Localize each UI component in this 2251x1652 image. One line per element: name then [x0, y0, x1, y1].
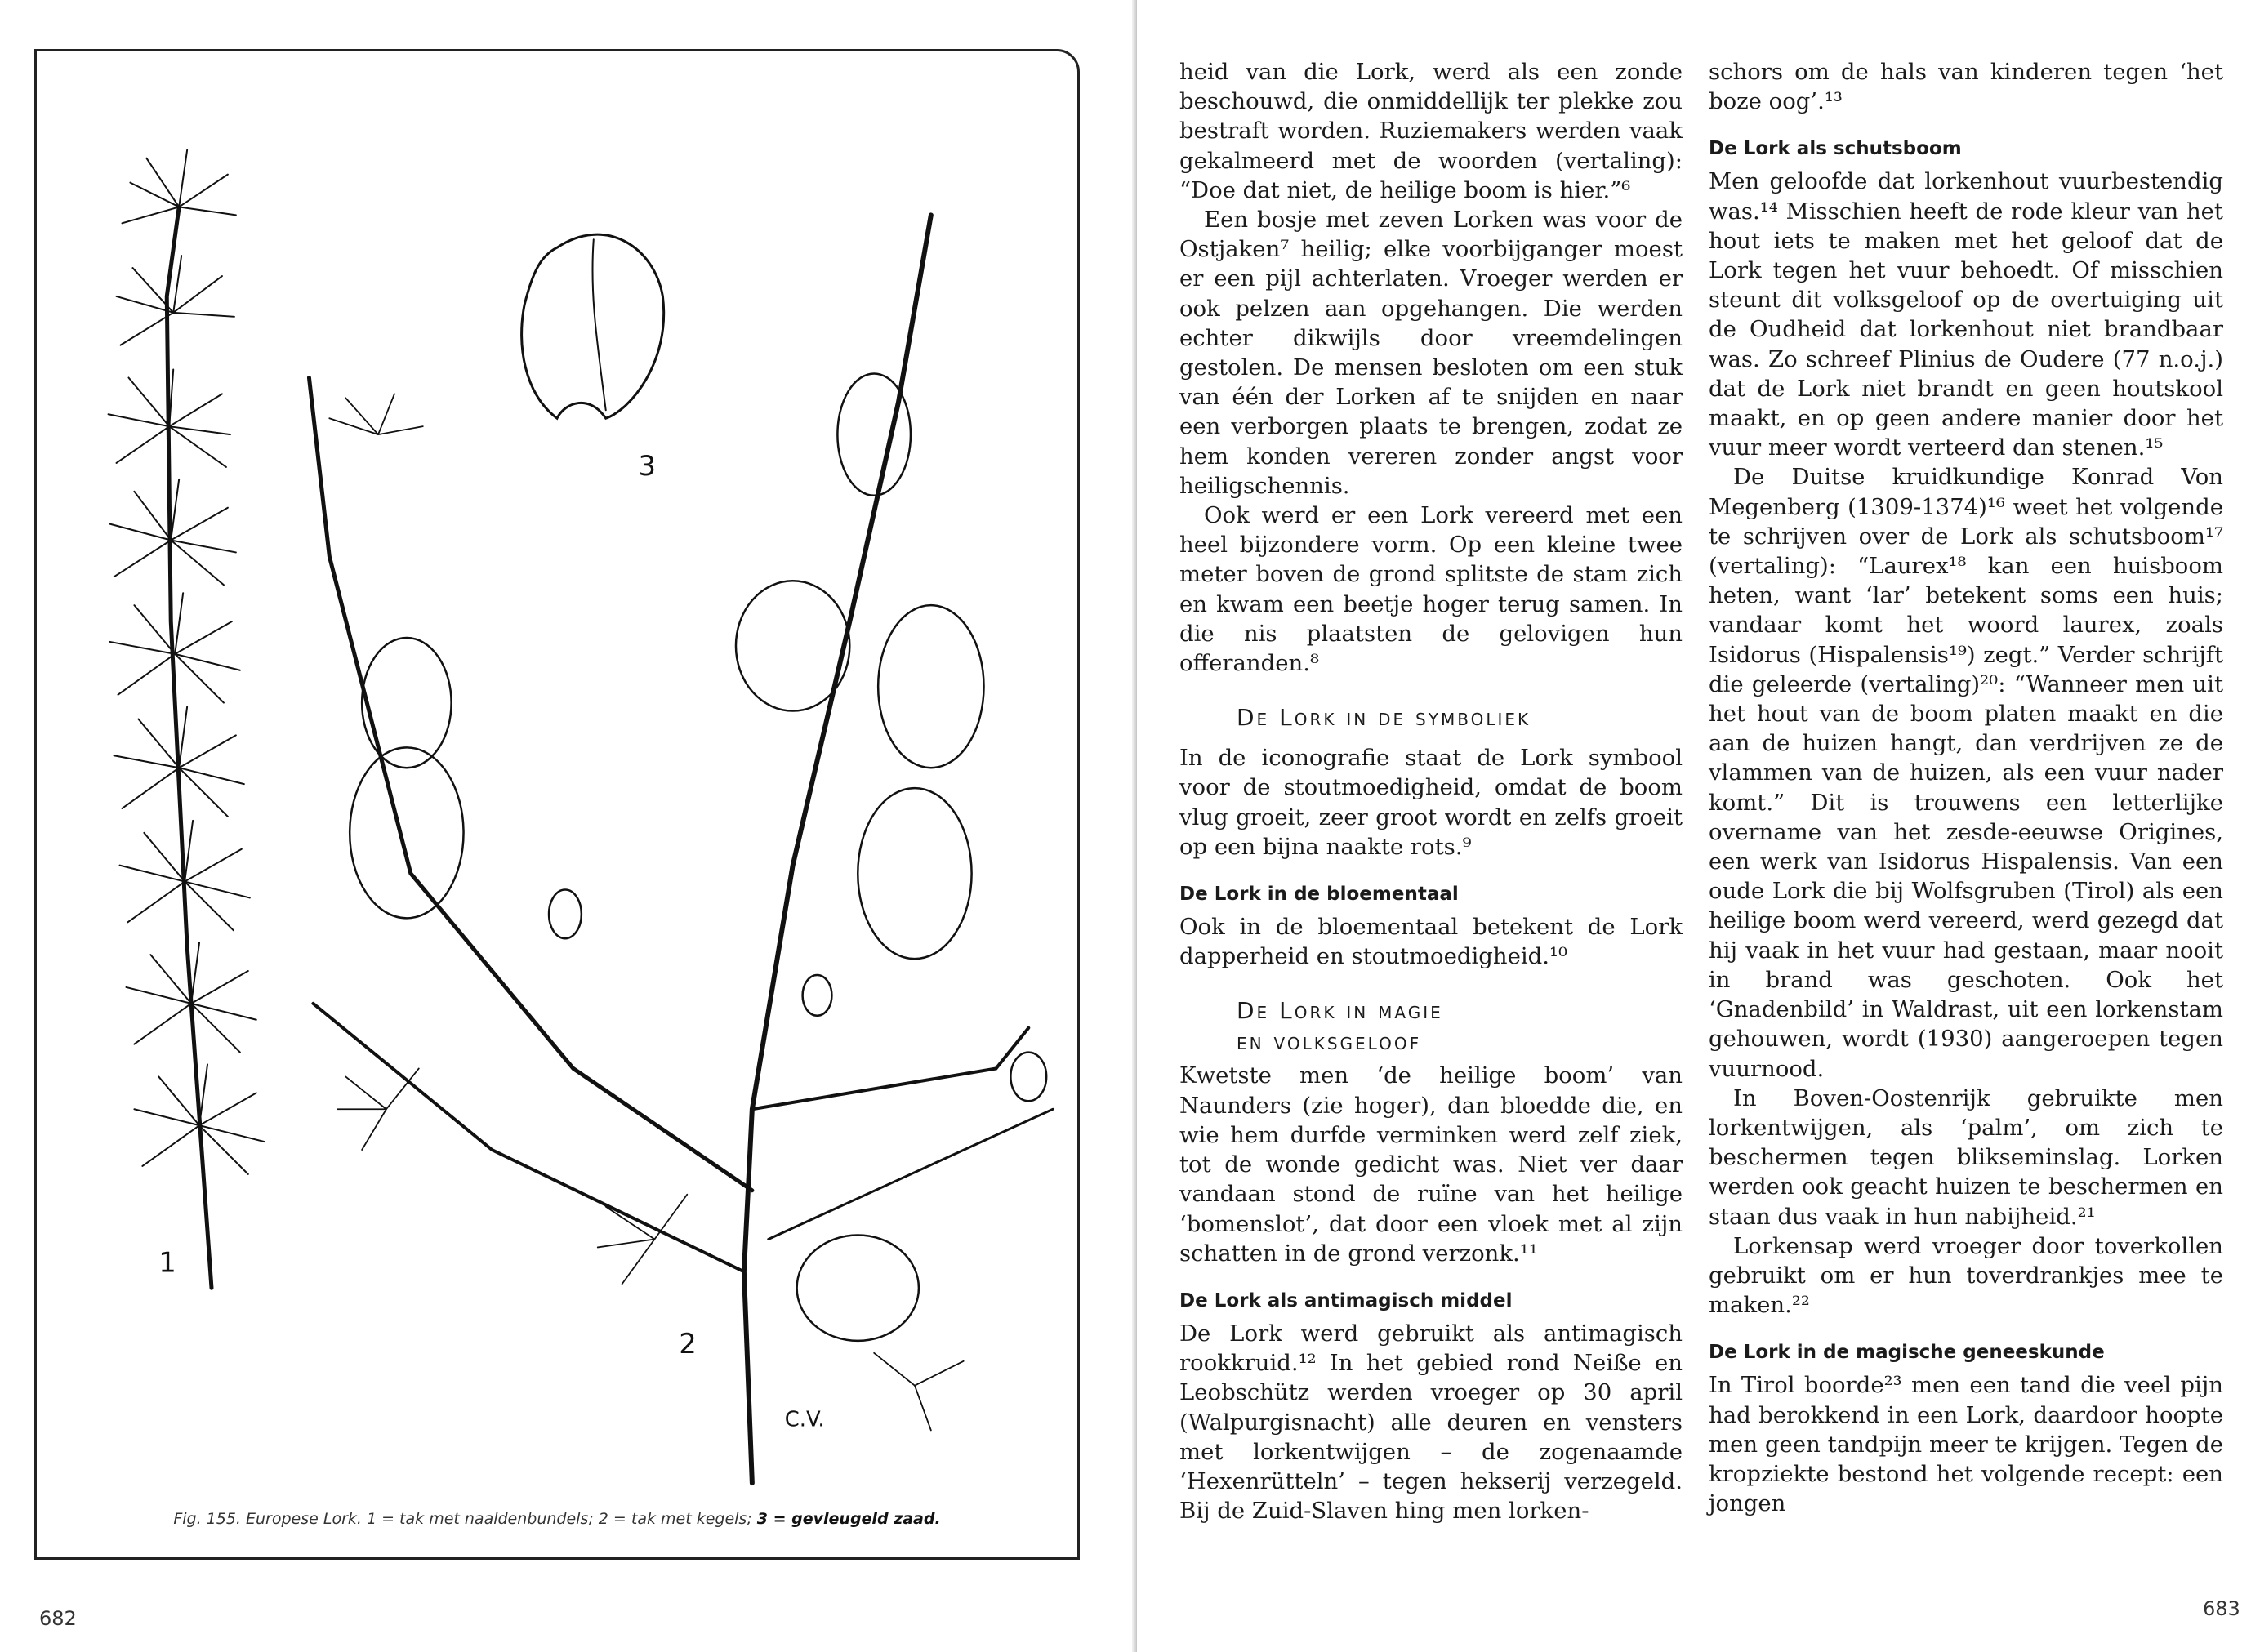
subheading-geneeskunde: De Lork in de magische geneeskunde: [1709, 1342, 2105, 1364]
paragraph: Ook werd er een Lork vereerd met een heel bijzondere vorm. Op een kleine twee meter boven de grond splitste de stam zich en kwam een beetje hoger terug samen. In die nis plaatsten de gelovigen hun offeranden.⁸: [1179, 502, 1683, 677]
subheading-bloementaal: De Lork in de bloementaal: [1179, 884, 1459, 906]
paragraph: Men geloofde dat lorkenhout vuurbestendig was.¹⁴ Misschien heeft de rode kleur van het hout iets te maken met het geloof dat de Lork tegen het vuur behoedt. Of misschien steunt dit volksgeloof op de overtuiging uit de Oudheid dat lorkenhout niet brandbaar was. Zo schreef Plinius de Oudere (77 n.o.j.) dat de Lork niet brandt en geen houtskool maakt, en op geen andere manier door het vuur meer wordt verteerd dan stenen.¹⁵: [1709, 168, 2223, 461]
label-2: 2: [679, 1327, 697, 1360]
page-number-right: 683: [2203, 1597, 2240, 1620]
page-number-left: 682: [39, 1607, 77, 1630]
right-page: [1137, 0, 2251, 1652]
section-heading-magie-line2: en volksgeloof: [1237, 1028, 1422, 1056]
paragraph: In Tirol boorde²³ men een tand die veel pijn had berokkend in een Lork, daardoor hoopte men geen tandpijn meer te krijgen. Tegen de kropziekte bestond het volgende recept: een jongen: [1709, 1372, 2223, 1517]
paragraph: De Lork werd gebruikt als antimagisch rookkruid.¹² In het gebied rond Neiße en Leobschütz werden vroeger op 30 april (Walpurgisnacht) alle deuren en vensters met lorkentwijgen – de zogenaamde ‘Hexenrütteln’ – tegen hekserij verzegeld. Bij de Zuid-Slaven hing men lorken-: [1179, 1320, 1683, 1525]
figure-caption-strong: 3 = gevleugeld zaad.: [756, 1510, 941, 1528]
cones: [350, 373, 1046, 1340]
section-heading-magie-line1: De Lork in magie: [1237, 997, 1443, 1025]
label-1: 1: [158, 1246, 176, 1279]
section-heading-magie: [1179, 995, 1683, 1058]
subheading-schutsboom: De Lork als schutsboom: [1709, 138, 1962, 160]
figure-caption: [37, 1510, 1077, 1528]
section-heading-symboliek: De Lork in de symboliek: [1237, 704, 1531, 732]
subheading-antimagisch: De Lork als antimagisch middel: [1179, 1289, 1513, 1311]
figure-caption-text: Fig. 155. Europese Lork. 1 = tak met naaldenbundels; 2 = tak met kegels;: [173, 1510, 752, 1528]
paragraph: heid van die Lork, werd als een zonde beschouwd, die onmiddellijk ter plekke zou bestraft worden. Ruziemakers werden vaak gekalmeerd met de woorden (vertaling): “Doe dat niet, de heilige boom is hier.”⁶: [1179, 59, 1683, 203]
paragraph: Kwetste men ‘de heilige boom’ van Naunders (zie hoger), dan bloedde die, en wie hem durfde verminken werd zelf ziek, tot de wonde gedicht was. Niet ver daar vandaan stond de ruïne van het heilige ‘bomenslot’, dat door een vloek met al zijn schatten in de grond verzonk.¹¹: [1179, 1062, 1683, 1267]
text-column-left: [1179, 57, 1683, 1525]
paragraph: In Boven-Oostenrijk gebruikte men lorkentwijgen, als ‘palm’, om zich te beschermen tegen blikseminslag. Lorken werden ook geacht huizen te beschermen en staan dus vaak in hun nabijheid.²¹: [1709, 1084, 2223, 1230]
paragraph: Lorkensap werd vroeger door toverkollen gebruikt om er hun toverdrankjes mee te maken.²²: [1709, 1232, 2223, 1319]
paragraph: Ook in de bloementaal betekent de Lork dapperheid en stoutmoedigheid.¹⁰: [1179, 914, 1683, 970]
paragraph: In de iconografie staat de Lork symbool voor de stoutmoedigheid, omdat de boom vlug groeit, zeer groot wordt en zelfs groeit op een bijna naakte rots.⁹: [1179, 745, 1683, 860]
paragraph: De Duitse kruidkundige Konrad Von Megenberg (1309-1374)¹⁶ weet het volgende te schrijven over de Lork als schutsboom¹⁷ (vertaling): “Laurex¹⁸ kan een huisboom heten, want ‘lar’ betekent soms een huis; vandaar komt het woord laurex, zoals Isidorus (Hispalensis¹⁹) zegt.” Verder schrijft die geleerde (vertaling)²⁰: “Wanneer men uit het hout van de boom platen maakt en die aan de huizen hangt, dan verdrijven ze de vlammen van de huizen, als een vuur nader komt.” Dit is trouwens een letterlijke overname van het zesde-eeuwse Origines, een werk van Isidorus Hispalensis. Van een oude Lork die bij Wolfsgruben (Tirol) als een heilige boom werd vereerd, werd gezegd dat hij vaak in het vuur had gestaan, maar nooit in brand was geschoten. Ook het ‘Gnadenbild’ in Waldrast, uit een lorkenstam gehouwen, wordt (1930) aangeroepen tegen vuurnood.: [1709, 464, 2223, 1082]
needle-bundles: [109, 150, 265, 1174]
larch-illustration: [37, 51, 1077, 1557]
figure-frame: [34, 49, 1080, 1560]
illustrator-signature: C.V.: [784, 1407, 825, 1432]
label-3: 3: [638, 449, 657, 482]
paragraph: schors om de hals van kinderen tegen ‘het boze oog’.¹³: [1709, 59, 2223, 115]
text-column-right: [1709, 57, 2223, 1518]
branch-2-stem: [744, 215, 931, 1483]
paragraph: Een bosje met zeven Lorken was voor de Ostjaken⁷ heilig; elke voorbijganger moest er een pijl achterlaten. Vroeger werden er ook pelzen aan opgehangen. Die werden echter dikwijls door vreemdelingen gestolen. De mensen besloten om een stuk van één der Lorken af te snijden en naar een verborgen plaats te brengen, zodat ze hem konden vereren zonder angst voor heiligschennis.: [1179, 207, 1683, 499]
